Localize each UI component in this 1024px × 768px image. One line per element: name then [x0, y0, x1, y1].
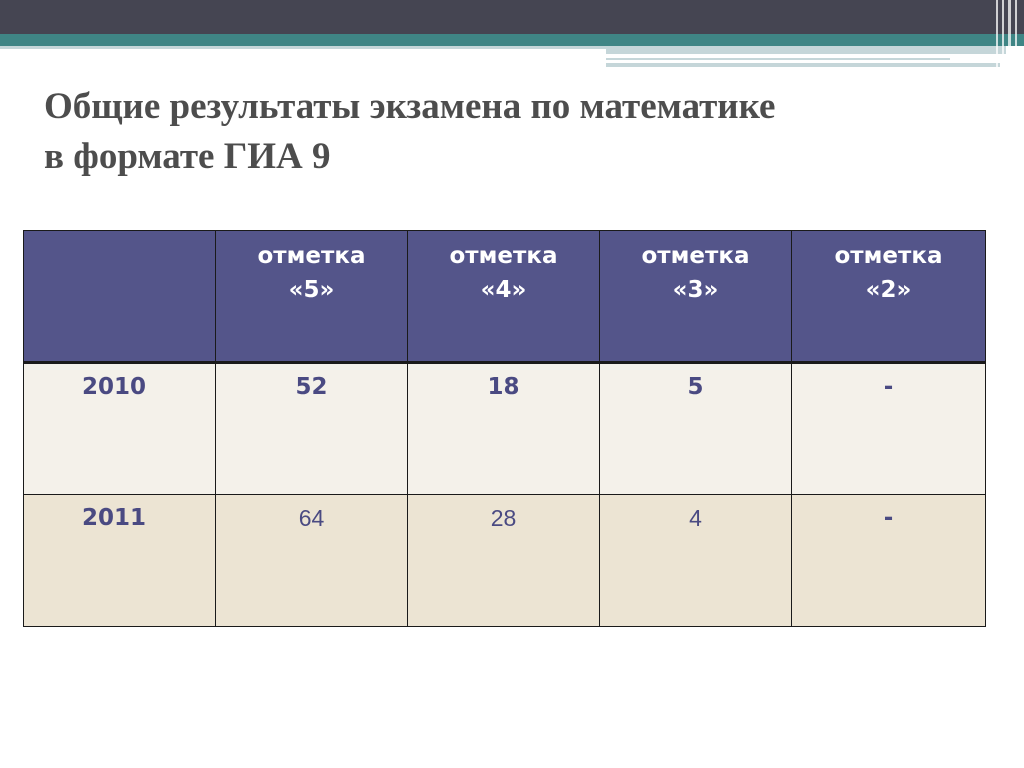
row-year-cell: 2010 — [24, 363, 216, 495]
slide-title-line-2: в формате ГИА 9 — [44, 136, 331, 177]
table-cell: 52 — [216, 363, 408, 495]
header-cell-grade-3 — [600, 231, 792, 363]
table-cell: - — [792, 363, 986, 495]
header-grade: «5» — [288, 277, 335, 303]
header-label: отметка — [834, 243, 943, 269]
top-bar-thin-line — [606, 58, 950, 60]
header-grade: «4» — [480, 277, 527, 303]
row-year-cell: 2011 — [24, 495, 216, 627]
table-cell: - — [792, 495, 986, 627]
top-bar-light-band-right — [606, 46, 1006, 54]
table-cell: 5 — [600, 363, 792, 495]
table-row — [24, 495, 986, 627]
table-cell: 18 — [408, 363, 600, 495]
top-bar-thin-line-lower — [606, 63, 1000, 67]
header-label: отметка — [449, 243, 558, 269]
top-bar-dark-band — [0, 0, 1024, 34]
header-grade: «3» — [672, 277, 719, 303]
header-cell-grade-5 — [216, 231, 408, 363]
slide-title-line-1: Общие результаты экзамена по математике — [44, 86, 776, 127]
decorative-top-bar — [0, 0, 1024, 70]
table-cell: 4 — [600, 495, 792, 627]
top-bar-teal-band — [0, 34, 1024, 46]
top-bar-vertical-stripes — [994, 0, 1024, 70]
results-table — [23, 230, 986, 627]
table-row — [24, 363, 986, 495]
header-grade: «2» — [865, 277, 912, 303]
table-cell: 64 — [216, 495, 408, 627]
slide-title — [44, 82, 984, 182]
table-cell: 28 — [408, 495, 600, 627]
top-bar-light-band — [0, 46, 606, 49]
header-cell-empty — [24, 231, 216, 363]
header-cell-grade-4 — [408, 231, 600, 363]
header-label: отметка — [641, 243, 750, 269]
header-cell-grade-2 — [792, 231, 986, 363]
header-label: отметка — [257, 243, 366, 269]
table-header-row — [24, 231, 986, 363]
